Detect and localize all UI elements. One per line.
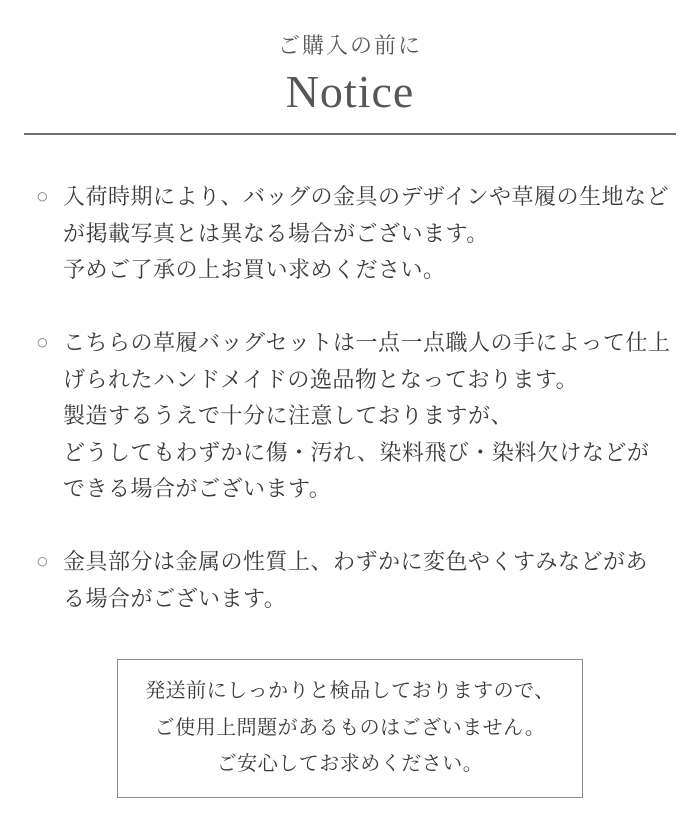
assurance-box (117, 659, 583, 798)
notice-line: 金具部分は金属の性質上、わずかに変色やくすみなどがあ (63, 549, 649, 574)
notice-text (63, 325, 671, 508)
notice-line: できる場合がございます。 (63, 476, 332, 501)
notice-line: 予めご了承の上お買い求めください。 (63, 257, 446, 282)
page-title: Notice (285, 66, 415, 117)
header-subtitle: ご購入の前に (277, 33, 422, 58)
notice-line: 製造するうえで十分に注意しておりますが、 (63, 403, 514, 428)
assurance-line: ご使用上問題があるものはございません。 (154, 716, 546, 739)
notice-text (63, 544, 670, 617)
notice-item (36, 179, 670, 289)
notice-line: げられたハンドメイドの逸品物となっております。 (63, 366, 579, 392)
notice-text (63, 179, 670, 289)
notice-line: どうしてもわずかに傷・汚れ、染料飛び・染料欠けなどが (63, 439, 650, 465)
notice-line: る場合がございます。 (63, 585, 287, 611)
notice-item (36, 544, 670, 617)
circle-bullet-icon: ○ (36, 550, 50, 573)
notice-line: こちらの草履バッグセットは一点一点職人の手によって仕上 (63, 330, 671, 355)
assurance-line: ご安心してお求めください。 (216, 753, 484, 775)
notice-list (0, 135, 700, 617)
notice-item (36, 325, 670, 508)
assurance-line: 発送前にしっかりと検品しておりますので、 (145, 680, 555, 702)
notice-line: が掲載写真とは異なる場合がございます。 (63, 220, 489, 246)
header (0, 0, 700, 117)
circle-bullet-icon: ○ (36, 331, 50, 354)
circle-bullet-icon: ○ (36, 185, 50, 208)
notice-line: 入荷時期により、バッグの金具のデザインや草履の生地など (63, 184, 669, 209)
